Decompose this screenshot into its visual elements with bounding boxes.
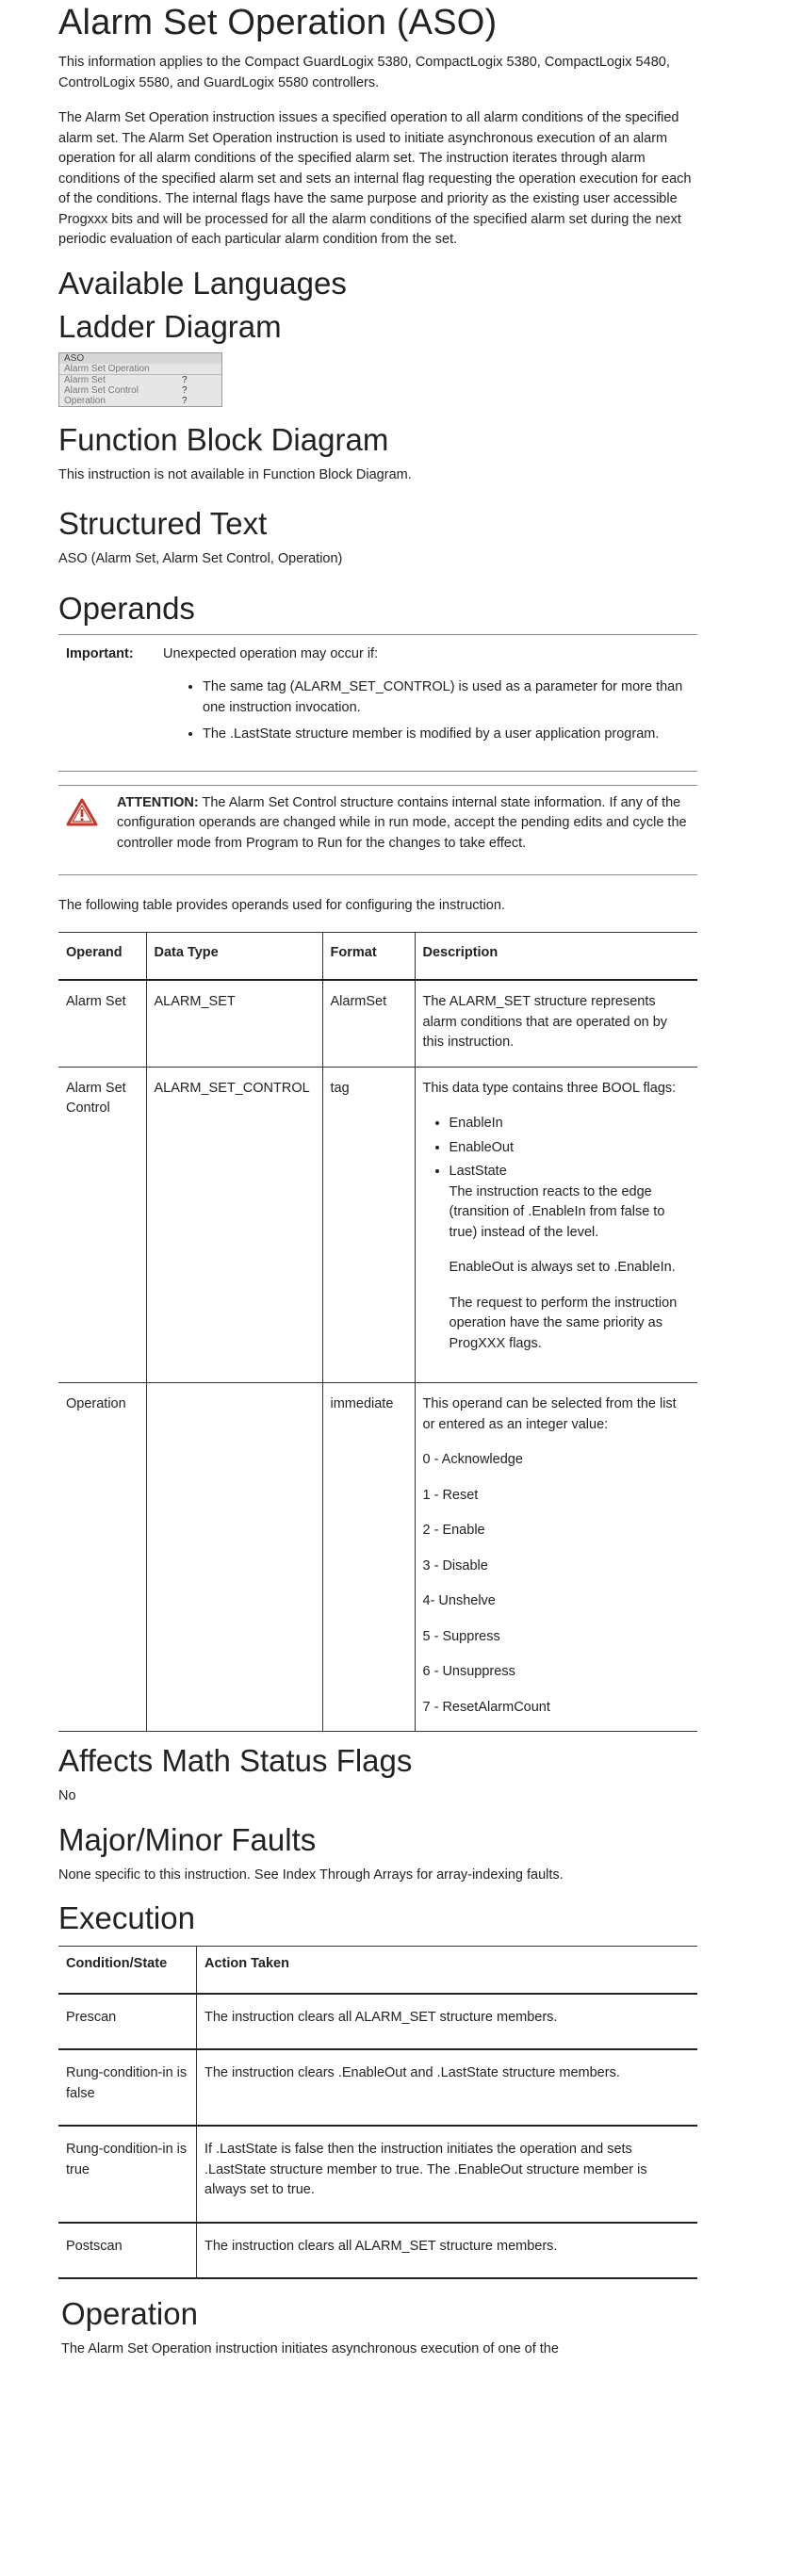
column-header: Data Type	[146, 932, 322, 980]
description-cell: This data type contains three BOOL flags: • EnableIn • EnableOut • LastState The instruction reacts to the edge (transition of .EnableIn from false to true) instead of the level. EnableOut is always set to .EnableIn. The request to perform the instruction operation have the same priority as ProgXXX flags.	[415, 1067, 697, 1383]
attention-label: ATTENTION:	[117, 794, 199, 810]
table-row	[58, 1994, 697, 2050]
table-row	[58, 1067, 697, 1383]
condition-cell: Rung-condition-in is true	[58, 2126, 197, 2223]
applies-note: This information applies to the Compact GuardLogix 5380, CompactLogix 5380, CompactLogix 5480, ControlLogix 5580, and GuardLogix 5580 controllers.	[58, 55, 670, 90]
action-cell: If .LastState is false then the instruction initiates the operation and sets .LastState structure member to true. The .EnableOut structure member is always set to true.	[197, 2126, 698, 2223]
structured-text-syntax: ASO (Alarm Set, Alarm Set Control, Operation)	[58, 551, 343, 566]
format-cell: tag	[322, 1067, 415, 1383]
operation-value: 6 - Unsuppress	[422, 1664, 515, 1679]
action-cell: The instruction clears all ALARM_SET structure members.	[197, 2223, 698, 2279]
table-row	[58, 2126, 697, 2223]
page-title: Alarm Set Operation (ASO)	[58, 3, 498, 42]
ladder-block-title: Alarm Set Operation	[64, 363, 150, 374]
operands-table	[58, 932, 697, 1733]
action-cell: The instruction clears .EnableOut and .LastState structure members.	[197, 2049, 698, 2126]
math-status-heading: Affects Math Status Flags	[58, 1743, 413, 1778]
column-header: Format	[322, 932, 415, 980]
table-intro: The following table provides operands used for configuring the instruction.	[58, 898, 505, 913]
list-item: • EnableOut	[450, 1138, 691, 1159]
faults-heading: Major/Minor Faults	[58, 1821, 317, 1857]
data-type-cell	[146, 1383, 322, 1732]
faults-text: None specific to this instruction. See Index Through Arrays for array-indexing faults.	[58, 1867, 564, 1883]
available-languages-heading: Available Languages	[58, 265, 347, 301]
operand-cell: Operation	[58, 1383, 146, 1732]
list-item: • LastState The instruction reacts to the edge (transition of .EnableIn from false to true) instead of the level. EnableOut is always set to .EnableIn. The request to perform the instruction operation have the same priority as ProgXXX flags.	[450, 1162, 691, 1354]
ladder-instruction-block	[58, 352, 222, 407]
condition-cell: Prescan	[58, 1994, 197, 2050]
ladder-row	[59, 375, 221, 385]
table-row	[58, 1383, 697, 1732]
ladder-row-label: Operation	[64, 395, 106, 406]
description-cell: This operand can be selected from the list or entered as an integer value: 0 - Acknowledge 1 - Reset 2 - Enable 3 - Disable 4- Unshelve 5 - Suppress 6 - Unsuppress 7 - ResetAlarmCount	[415, 1383, 697, 1732]
list-item: • The same tag (ALARM_SET_CONTROL) is used as a parameter for more than one instruction invocation.	[203, 677, 690, 718]
attention-notice	[58, 785, 697, 876]
column-header: Action Taken	[197, 1947, 698, 1994]
operation-text: The Alarm Set Operation instruction initiates asynchronous execution of one of the	[61, 2341, 559, 2356]
table-header-row	[58, 1947, 697, 1994]
operation-value: 4- Unshelve	[422, 1593, 496, 1608]
ladder-row-value: ?	[182, 384, 188, 396]
execution-heading: Execution	[58, 1900, 195, 1935]
execution-table	[58, 1946, 697, 2279]
operation-value: 3 - Disable	[422, 1557, 488, 1573]
ladder-row-label: Alarm Set	[64, 374, 106, 385]
important-list	[66, 677, 690, 745]
ladder-block-name: ASO	[64, 352, 85, 364]
operation-heading: Operation	[61, 2296, 198, 2331]
operand-cell: Alarm Set	[58, 980, 146, 1067]
table-row	[58, 980, 697, 1067]
operation-value: 1 - Reset	[422, 1487, 479, 1503]
laststate-note: The request to perform the instruction operation have the same priority as ProgXXX flags.	[449, 1295, 678, 1351]
laststate-note: The instruction reacts to the edge (transition of .EnableIn from false to true) instead of the level.	[449, 1183, 665, 1240]
data-type-cell: ALARM_SET	[146, 980, 322, 1067]
ladder-row	[59, 396, 221, 406]
column-header: Condition/State	[58, 1947, 197, 1994]
list-item: • EnableIn	[450, 1114, 691, 1134]
structured-text-heading: Structured Text	[58, 506, 268, 541]
table-row	[58, 2049, 697, 2126]
list-item: • The .LastState structure member is modified by a user application program.	[203, 725, 690, 745]
column-header: Operand	[58, 932, 146, 980]
data-type-cell: ALARM_SET_CONTROL	[146, 1067, 322, 1383]
action-cell: The instruction clears all ALARM_SET structure members.	[197, 1994, 698, 2050]
ladder-row-value: ?	[182, 395, 188, 406]
format-cell: AlarmSet	[322, 980, 415, 1067]
description-cell: The ALARM_SET structure represents alarm conditions that are operated on by this instruction.	[415, 980, 697, 1067]
instruction-description: The Alarm Set Operation instruction issues a specified operation to all alarm conditions of the specified alarm set. The Alarm Set Operation instruction is used to initiate asynchronous execution of an alarm operation for all alarm conditions of the specified alarm set. The instruction iterates through alarm conditions of the specified alarm set and sets an internal flag requesting the operation execution for each of the conditions. The internal flags have the same purpose and priority as the existing user accessible Progxxx bits and will be processed for all the alarm conditions of the specified alarm set during the next periodic evaluation of each particular alarm condition from the set.	[58, 110, 692, 247]
condition-cell: Rung-condition-in is false	[58, 2049, 197, 2126]
format-cell: immediate	[322, 1383, 415, 1732]
operation-value: 2 - Enable	[422, 1523, 485, 1538]
warning-triangle-icon	[66, 793, 102, 855]
ladder-diagram-heading: Ladder Diagram	[58, 308, 282, 344]
ladder-row-label: Alarm Set Control	[64, 384, 139, 396]
important-notice	[58, 634, 697, 772]
flag-list	[423, 1114, 691, 1354]
operands-heading: Operands	[58, 590, 195, 626]
laststate-note: EnableOut is always set to .EnableIn.	[449, 1260, 676, 1275]
table-row	[58, 2223, 697, 2279]
function-block-diagram-heading: Function Block Diagram	[58, 421, 389, 457]
operation-value: 0 - Acknowledge	[422, 1452, 523, 1467]
ladder-row-value: ?	[182, 374, 188, 385]
math-status-text: No	[58, 1788, 76, 1803]
important-label: Important:	[66, 645, 134, 661]
operand-cell: Alarm Set Control	[58, 1067, 146, 1383]
column-header: Description	[415, 932, 697, 980]
fbd-text: This instruction is not available in Function Block Diagram.	[58, 466, 412, 482]
operation-value: 5 - Suppress	[422, 1628, 500, 1644]
ladder-row	[59, 385, 221, 396]
condition-cell: Postscan	[58, 2223, 197, 2279]
important-text: Unexpected operation may occur if:	[163, 645, 379, 661]
table-header-row	[58, 932, 697, 980]
operation-value: 7 - ResetAlarmCount	[422, 1699, 550, 1715]
attention-text: ATTENTION: The Alarm Set Control structure contains internal state information. If any of the configuration operands are changed while in run mode, accept the pending edits and cycle the controller mode from Program to Run for the changes to take effect.	[117, 794, 687, 851]
